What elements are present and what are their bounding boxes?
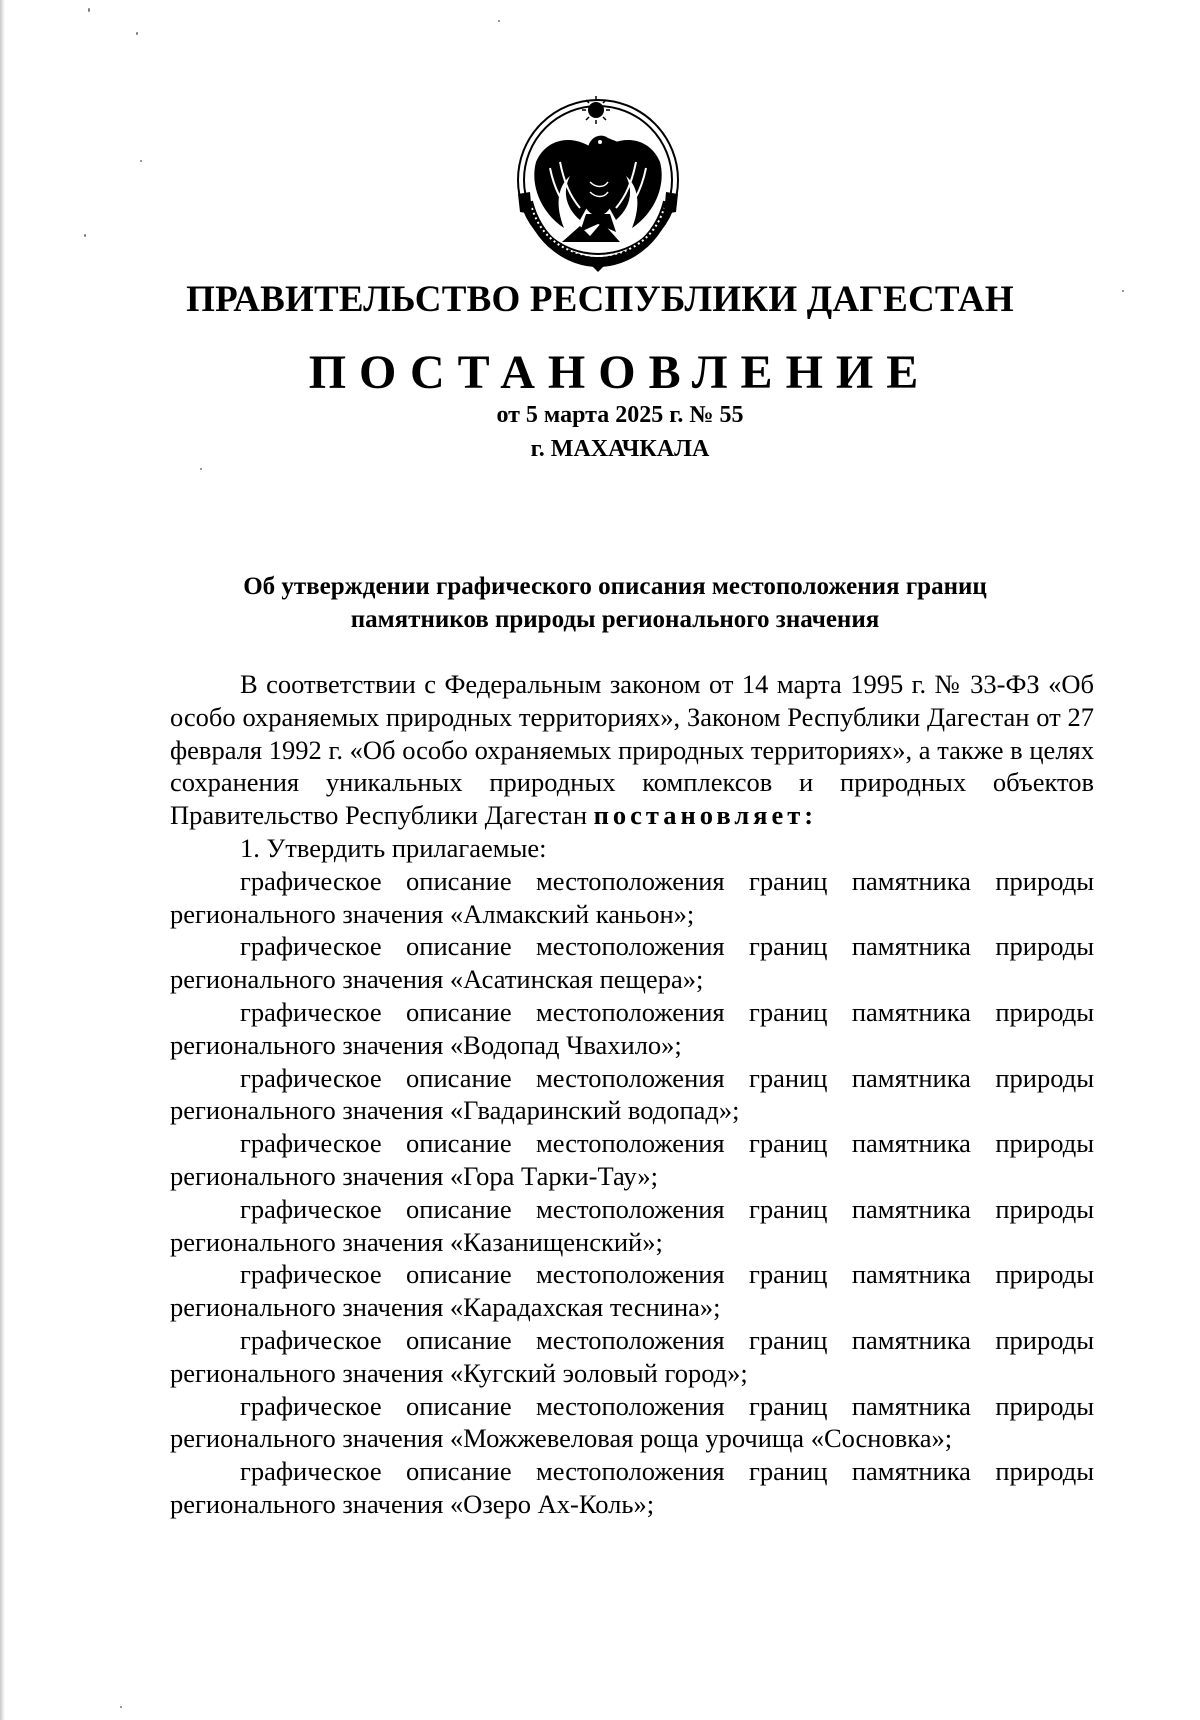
coat-of-arms-emblem — [510, 92, 686, 272]
document-type: ПОСТАНОВЛЕНИЕ — [308, 346, 932, 399]
title-line-1: Об утверждении графического описания местоположения границ — [243, 573, 987, 600]
preamble-text: В соответствии с Федеральным законом от 14 марта 1995 г. № 33-ФЗ «Об особо охраняемых природных территориях», Законом Республики Дагестан от 27 февраля 1992 г. «Об особо охраняемых природных территориях», а также в целях сохранения уникальных природных комплексов и природных объектов Правительство Республики Дагестан — [170, 669, 1094, 831]
list-item: графическое описание местоположения границ памятника природы регионального значения «Казанищенский»; — [170, 1193, 1094, 1257]
list-item: графическое описание местоположения границ памятника природы регионального значения «Карадахская теснина»; — [170, 1259, 1094, 1323]
list-item: графическое описание местоположения границ памятника природы регионального значения «Можжевеловая роща урочища «Сосновка»; — [170, 1390, 1094, 1454]
list-item: графическое описание местоположения границ памятника природы регионального значения «Гвадаринский водопад»; — [170, 1062, 1094, 1126]
document-city: г. МАХАЧКАЛА — [530, 436, 710, 462]
list-item: графическое описание местоположения границ памятника природы регионального значения «Алмакский каньон»; — [170, 865, 1094, 929]
scan-edge — [0, 0, 5, 1720]
list-item: графическое описание местоположения границ памятника природы регионального значения «Асатинская пещера»; — [170, 931, 1094, 995]
decree-word: постановляет: — [593, 800, 818, 831]
list-item: графическое описание местоположения границ памятника природы регионального значения «Кугский эоловый город»; — [170, 1324, 1094, 1388]
title-line-2: памятников природы регионального значения — [350, 606, 880, 633]
preamble-paragraph — [170, 668, 1094, 832]
monument-list — [170, 865, 1094, 1521]
document-title — [150, 570, 1080, 636]
item-1: 1. Утвердить прилагаемые: — [240, 832, 547, 863]
organization-name: ПРАВИТЕЛЬСТВО РЕСПУБЛИКИ ДАГЕСТАН — [186, 279, 1014, 320]
list-item: графическое описание местоположения границ памятника природы регионального значения «Гора Тарки-Тау»; — [170, 1128, 1094, 1191]
list-item: графическое описание местоположения границ памятника природы регионального значения «Озеро Ах-Коль»; — [170, 1456, 1094, 1519]
document-body — [170, 668, 1094, 1521]
document-date-number: от 5 марта 2025 г. № 55 — [496, 402, 744, 428]
list-item: графическое описание местоположения границ памятника природы регионального значения «Водопад Чвахило»; — [170, 996, 1094, 1060]
